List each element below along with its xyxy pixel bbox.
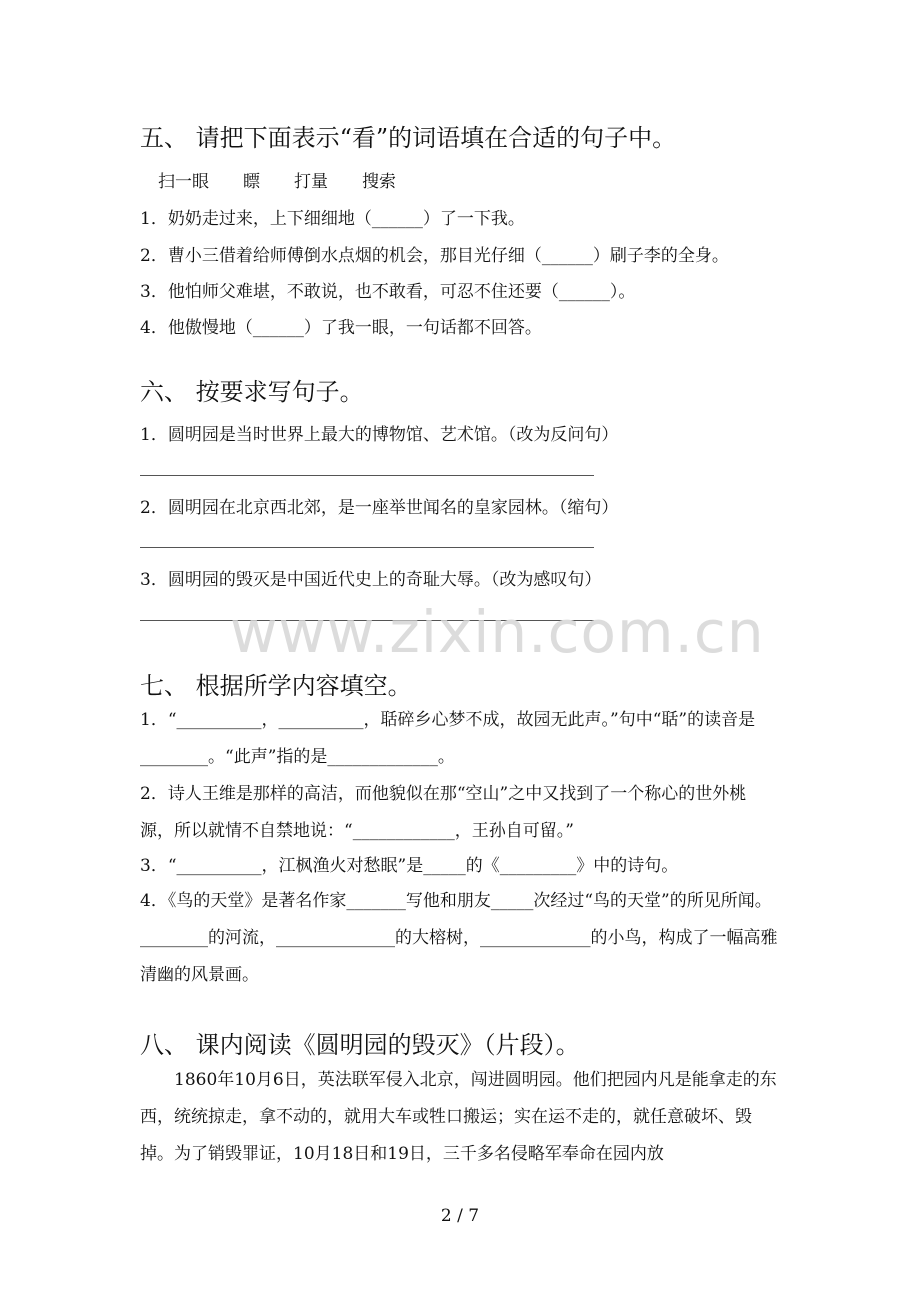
question-7-2: 2．诗人王维是那样的高洁，而他貌似在那“空山”之中又找到了一个称心的世外桃源，所以就情不自禁地说：“____________，王孙自可留。” xyxy=(140,784,747,841)
question-6-3: 3．圆明园的毁灭是中国近代史上的奇耻大辱。（改为感叹句） xyxy=(140,570,602,590)
answer-line-6-2[interactable] xyxy=(140,547,594,548)
page-number: 2 / 7 xyxy=(440,1206,480,1226)
section-6-heading: 六、 按要求写句子。 xyxy=(140,378,364,406)
watermark: www.zixin.com.cn xyxy=(230,598,765,666)
question-5-3: 3．他怕师父难堪，不敢说，也不敢看，可忍不住还要（______）。 xyxy=(140,282,636,302)
section-8-heading: 八、 课内阅读《圆明园的毁灭》（片段）。 xyxy=(140,1031,580,1059)
reading-passage: 1860年10月6日，英法联军侵入北京，闯进圆明园。他们把园内凡是能拿走的东西，统统掠走，拿不动的，就用大车或牲口搬运；实在运不走的，就任意破坏、毁掉。为了销毁罪证，10月18日和19日，三千多名侵略军奉命在园内放 xyxy=(140,1070,777,1164)
question-6-1: 1．圆明园是当时世界上最大的博物馆、艺术馆。（改为反问句） xyxy=(140,425,619,445)
question-7-1: 1．“__________，__________，聒碎乡心梦不成，故园无此声。”句中“聒”的读音是________。“此声”指的是_____________。 xyxy=(140,710,756,767)
question-6-2: 2．圆明园在北京西北郊，是一座举世闻名的皇家园林。（缩句） xyxy=(140,498,619,518)
word-bank: 扫一眼 瞟 打量 搜索 xyxy=(158,172,396,192)
question-5-4: 4．他傲慢地（______）了我一眼，一句话都不回答。 xyxy=(140,318,542,338)
question-7-4: 4．《鸟的天堂》是著名作家_______写他和朋友_____次经过“鸟的天堂”的所见所闻。________的河流，______________的大榕树，_____________的小鸟，构成了一幅高雅清幽的风景画。 xyxy=(140,891,778,985)
question-5-2: 2．曹小三借着给师傅倒水点烟的机会，那目光仔细（______）刷子李的全身。 xyxy=(140,246,729,266)
section-7-heading: 七、 根据所学内容填空。 xyxy=(140,672,412,700)
question-7-3: 3．“__________，江枫渔火对愁眠”是_____的《_________》中的诗句。 xyxy=(140,856,679,876)
section-5-heading: 五、 请把下面表示“看”的词语填在合适的句子中。 xyxy=(140,124,677,152)
question-5-1: 1．奶奶走过来，上下细细地（______）了一下我。 xyxy=(140,209,525,229)
answer-line-6-1[interactable] xyxy=(140,475,594,476)
